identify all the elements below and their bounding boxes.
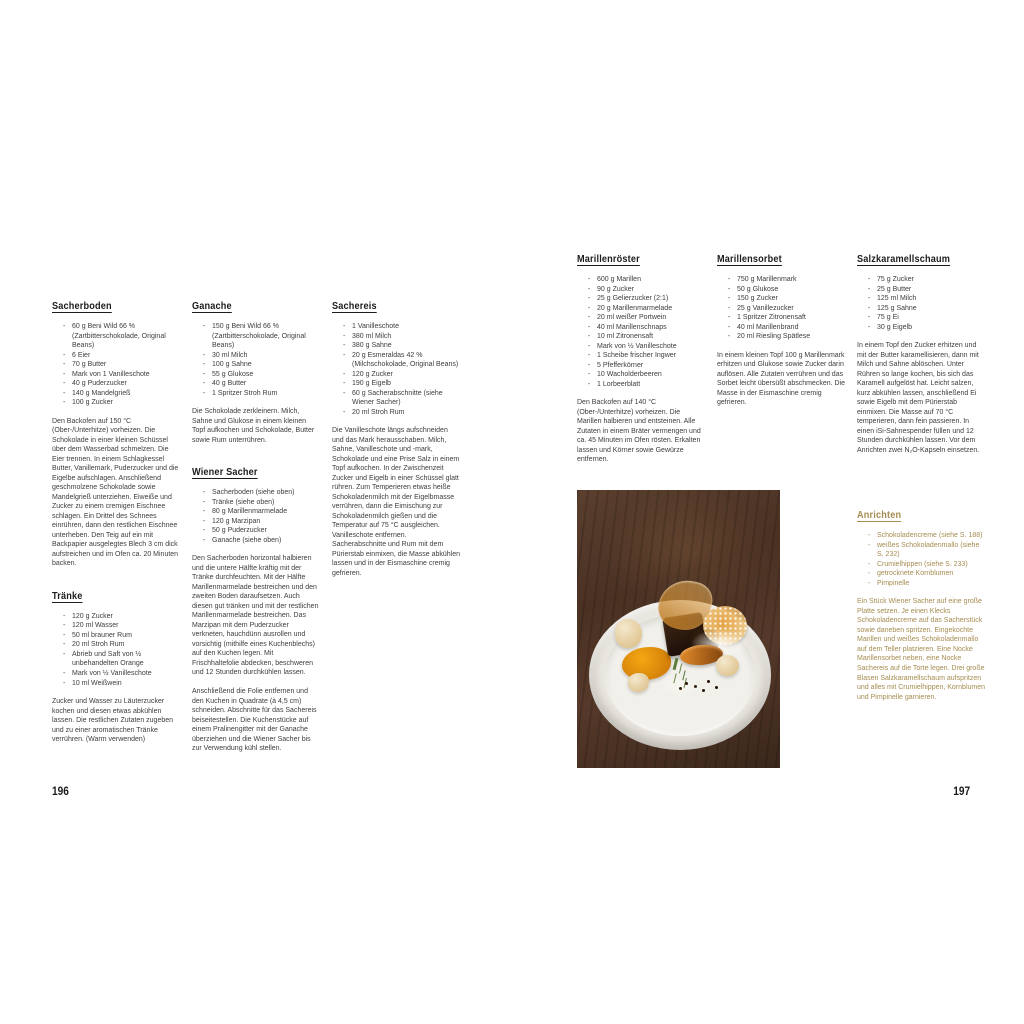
recipe-title-ganache: Ganache (192, 300, 232, 312)
ingredient: - Abrieb und Saft von ½ unbehandelten Orange (63, 650, 181, 669)
instruction-paragraph: Ein Stück Wiener Sacher auf eine große Platte setzen. Je einen Klecks Schokoladencreme auf das Sacherstück sowie daneben spritzen. Eingekochte Marillen und weißes Schokoladenmallo auf dem Teller platzieren. Eine Nocke Marillensorbet neben, eine Nocke Sachereis auf die Torte legen. Drei große Blasen Salzkaramellschaum aufspritzen und alles mit Crumielhippen, Kornblumen und Pimpinelle garnieren. (857, 598, 986, 701)
instructions (332, 426, 461, 578)
ingredient: - 1 Spritzer Zitronensaft (728, 313, 846, 323)
caramel-foam (660, 674, 698, 696)
recipe-marillensorbet (717, 253, 846, 408)
recipe-sacherboden (52, 300, 181, 569)
instructions (717, 351, 846, 408)
recipe-title-sachereis: Sachereis (332, 300, 377, 312)
ingredient: - Tränke (siehe oben) (203, 498, 321, 508)
dish-photo (577, 490, 780, 768)
ingredient: - 40 ml Marillenschnaps (588, 323, 706, 333)
ingredient: - 30 g Eigelb (868, 323, 986, 333)
instruction-paragraph: Die Schokolade zerkleinern. Milch, Sahne und Glukose in einem kleinen Topf aufkochen und Schokolade, Butter sowie Rum unterrühren. (192, 408, 315, 444)
ingredient: - 600 g Marillen (588, 275, 706, 285)
recipe-marillenroester (577, 253, 706, 465)
component: - Schokoladencreme (siehe S. 188) (868, 531, 986, 541)
ingredient: - 70 g Butter (63, 360, 181, 370)
instructions (192, 554, 321, 753)
instruction-paragraph: Den Sacherboden horizontal halbieren und die untere Hälfte kräftig mit der Tränke durchfeuchten. Mit der Hälfte Marillenmarmelade bestreichen und den zweiten Boden daraufsetzen. Auch diesen gut tränken und mit der restlichen Marillenmarmelade bestreichen. Das Marzipan mit dem Puderzucker verkneten, hauchdünn ausrollen und vorsichtig (mithilfe eines Kuchenblechs) auf den Kuchen legen. Mit Frischhaltefolie abdecken, beschweren und 12 Stunden durchkühlen lassen. (192, 555, 319, 677)
ingredient: - 40 g Butter (203, 379, 321, 389)
component: - getrocknete Kornblumen (868, 569, 986, 579)
ingredient: - 10 ml Weißwein (63, 679, 181, 689)
left-page-column-1 (52, 300, 181, 754)
ingredient: - 1 Lorbeerblatt (588, 380, 706, 390)
cream-dollop (716, 655, 739, 676)
instructions (192, 407, 321, 445)
ingredient: - 75 g Ei (868, 313, 986, 323)
recipe-title-marillensorbet: Marillensorbet (717, 253, 782, 265)
ingredient: - 10 Wacholderbeeren (588, 370, 706, 380)
ingredient-list (577, 275, 706, 389)
ingredient: - 125 ml Milch (868, 294, 986, 304)
component: - Crumielhippen (siehe S. 233) (868, 560, 986, 570)
ingredient: - 100 g Sahne (203, 360, 321, 370)
ingredient: - 20 g Esmeraldas 42 % (Milchschokolade, Original Beans) (343, 351, 461, 370)
ingredient: - 20 ml Stroh Rum (343, 408, 461, 418)
ingredient-list (332, 322, 461, 417)
ingredient: - 1 Scheibe frischer Ingwer (588, 351, 706, 361)
instructions (577, 398, 706, 465)
ingredient: - Mark von ½ Vanilleschote (588, 342, 706, 352)
right-page-column-2 (717, 253, 846, 417)
cream-dollop (615, 619, 642, 648)
ingredient: - 40 g Puderzucker (63, 379, 181, 389)
recipe-salzkaramellschaum (857, 253, 986, 455)
ingredient: - 120 g Zucker (63, 612, 181, 622)
component: - weißes Schokoladenmallo (siehe S. 232) (868, 541, 986, 560)
recipe-title-salzkaramellschaum: Salzkaramellschaum (857, 253, 951, 265)
instruction-paragraph: Anschließend die Folie entfernen und den Kuchen in Quadrate (à 4,5 cm) schneiden. Abschnitte für das Sachereis beiseitestellen. Die Kuchenstücke auf einem Pralinengitter mit der Ganache überziehen und die Wiener Sacher bis zur Verwendung kühl stellen. (192, 687, 317, 753)
recipe-title-traenke: Tränke (52, 589, 83, 602)
ingredient: - 20 ml Stroh Rum (63, 640, 181, 650)
recipe-ganache (192, 300, 321, 445)
ingredient: - 125 g Sahne (868, 304, 986, 314)
ingredient: - 75 g Zucker (868, 275, 986, 285)
ingredient: - 5 Pfefferkörner (588, 361, 706, 371)
ingredient: - 190 g Eigelb (343, 379, 461, 389)
ingredient: - 1 Vanilleschote (343, 322, 461, 332)
instruction-paragraph: Zucker und Wasser zu Läuterzucker kochen und diesen etwas abkühlen lassen. Die restlichen Zutaten zugeben und zu einer aromatischen Tränke verrühren. (Warm verwenden) (52, 698, 174, 744)
instruction-paragraph: In einem kleinen Topf 100 g Marillenmark erhitzen und Glukose sowie Zucker darin auflösen. Alle Zutaten verrühren und das Sorbet leicht übersüßt abschmecken. Die Masse in der Eismaschine cremig gefrieren. (717, 351, 846, 407)
chocolate-crumbs (685, 682, 688, 685)
ingredient: - 380 ml Milch (343, 332, 461, 342)
ingredient: - 25 g Gelierzucker (2:1) (588, 294, 706, 304)
instructions (52, 697, 181, 745)
ingredient: - 750 g Marillenmark (728, 275, 846, 285)
right-page-column-1 (577, 253, 706, 474)
ingredient: - 60 g Beni Wild 66 % (Zartbitterschokolade, Original Beans) (63, 322, 181, 351)
ingredient: - 90 g Zucker (588, 285, 706, 295)
ingredient: - 140 g Mandelgrieß (63, 389, 181, 399)
recipe-title-marillenroester: Marillenröster (577, 253, 640, 265)
section-title-anrichten: Anrichten (857, 509, 902, 522)
ingredient: - 25 g Butter (868, 285, 986, 295)
component-list (857, 531, 986, 588)
ingredient-list (52, 612, 181, 688)
recipe-traenke (52, 590, 181, 745)
page-number-right: 197 (953, 786, 970, 798)
instruction-paragraph: Die Vanilleschote längs aufschneiden und das Mark herausschaben. Milch, Sahne, Vanilleschote und -mark, Schokolade und eine Prise Salz in einem Topf aufkochen. In der Zwischenzeit Zucker und Eigelb in einer Schüssel glatt rühren. Zum Temperieren etwas heiße Schokoladenmilch mit der Eigelbmasse verrühren, dann die Eimischung zur Schokoladenmilch gießen und die Temperatur auf 75 °C ausgleichen. Vanilleschote entfernen. Sacherabschnitte und Rum mit dem Pürierstab einmixen, die Masse abkühlen lassen und in der Eismaschine cremig gefrieren. (332, 427, 461, 577)
ingredient: - 120 ml Wasser (63, 621, 181, 631)
ingredient: - 20 ml weißer Portwein (588, 313, 706, 323)
ingredient: - 150 g Zucker (728, 294, 846, 304)
ingredient: - 150 g Beni Wild 66 % (Zartbitterschokolade, Original Beans) (203, 322, 321, 351)
recipe-wiener-sacher (192, 466, 321, 753)
recipe-title-sacherboden: Sacherboden (52, 300, 112, 312)
instruction-paragraph: In einem Topf den Zucker erhitzen und mit der Butter karamellisieren, dann mit Milch und Sahne ablöschen. Unter Rühren so lange kochen, bis sich das Karamell aufgelöst hat. Leicht salzen, kurz abkühlen lassen, anschließend Ei sowie Eigelb mit dem Pürierstab einmixen. Die Masse auf 70 °C temperieren, dann fein passieren. In einen iSi-Sahnespender füllen und 12 Stunden durchkühlen lassen. Vor dem Anrichten zwei N₂O-Kapseln einsetzen. (857, 342, 980, 454)
ingredient: - 60 g Sacherabschnitte (siehe Wiener Sacher) (343, 389, 461, 408)
right-page-column-3 (857, 253, 986, 711)
ingredient: - 6 Eier (63, 351, 181, 361)
component: - Pimpinelle (868, 579, 986, 589)
instruction-paragraph: Den Backofen auf 140 °C (Ober-/Unterhitze) vorheizen. Die Marillen halbieren und entsteinen. Alle Zutaten in einem Bräter vermengen und ca. 45 Minuten im Ofen rösten. Erkalten lassen und Körner sowie Gewürze entfernen. (577, 399, 701, 464)
left-page-column-2 (192, 300, 321, 763)
ingredient: - Mark von ½ Vanilleschote (63, 669, 181, 679)
ingredient-list (52, 322, 181, 408)
ingredient: - 1 Spritzer Stroh Rum (203, 389, 321, 399)
ingredient: - 50 ml brauner Rum (63, 631, 181, 641)
instructions (52, 417, 181, 569)
ingredient: - 40 ml Marillenbrand (728, 323, 846, 333)
instruction-paragraph: Den Backofen auf 150 °C (Ober-/Unterhitze) vorheizen. Die Schokolade in einer kleinen Schüssel über dem Wasserbad schmelzen. Die Eier trennen. In einem Schlagkessel Butter, Vanillemark, Puderzucker und die Eigelbe aufschlagen. Anschließend geschmolzene Schokolade sowie Mandelgrieß unterziehen. Eiweiße und Zucker zu einem cremigen Eischnee schlagen. Ein Drittel des Schnees einrühren, dann den restlichen Eischnee unterheben. Den Teig auf ein mit Backpapier ausgelegtes Blech 3 cm dick aufstreichen und im Ofen ca. 20 Minuten backen. (52, 417, 179, 568)
plating-instructions (857, 597, 986, 702)
ingredient: - 50 g Glukose (728, 285, 846, 295)
ingredient-list (192, 322, 321, 398)
ingredient: - Ganache (siehe oben) (203, 536, 321, 546)
ingredient: - 100 g Zucker (63, 398, 181, 408)
section-anrichten (857, 509, 986, 702)
instructions (857, 341, 986, 455)
ingredient: - Mark von 1 Vanilleschote (63, 370, 181, 380)
ingredient: - 30 ml Milch (203, 351, 321, 361)
left-page-column-3 (332, 300, 461, 587)
ingredient: - 25 g Vanillezucker (728, 304, 846, 314)
ingredient: - 80 g Marillenmarmelade (203, 507, 321, 517)
ingredient: - 120 g Marzipan (203, 517, 321, 527)
recipe-sachereis (332, 300, 461, 578)
ingredient: - 55 g Glukose (203, 370, 321, 380)
ingredient: - 380 g Sahne (343, 341, 461, 351)
ingredient-list (192, 488, 321, 545)
ingredient: - 10 ml Zitronensaft (588, 332, 706, 342)
ingredient: - 50 g Puderzucker (203, 526, 321, 536)
ingredient: - 20 g Marillenmarmelade (588, 304, 706, 314)
ingredient: - 120 g Zucker (343, 370, 461, 380)
ingredient-list (717, 275, 846, 342)
ingredient: - Sacherboden (siehe oben) (203, 488, 321, 498)
ingredient: - 20 ml Riesling Spätlese (728, 332, 846, 342)
page-number-left: 196 (52, 786, 69, 798)
recipe-title-wiener-sacher: Wiener Sacher (192, 466, 258, 479)
ingredient-list (857, 275, 986, 332)
